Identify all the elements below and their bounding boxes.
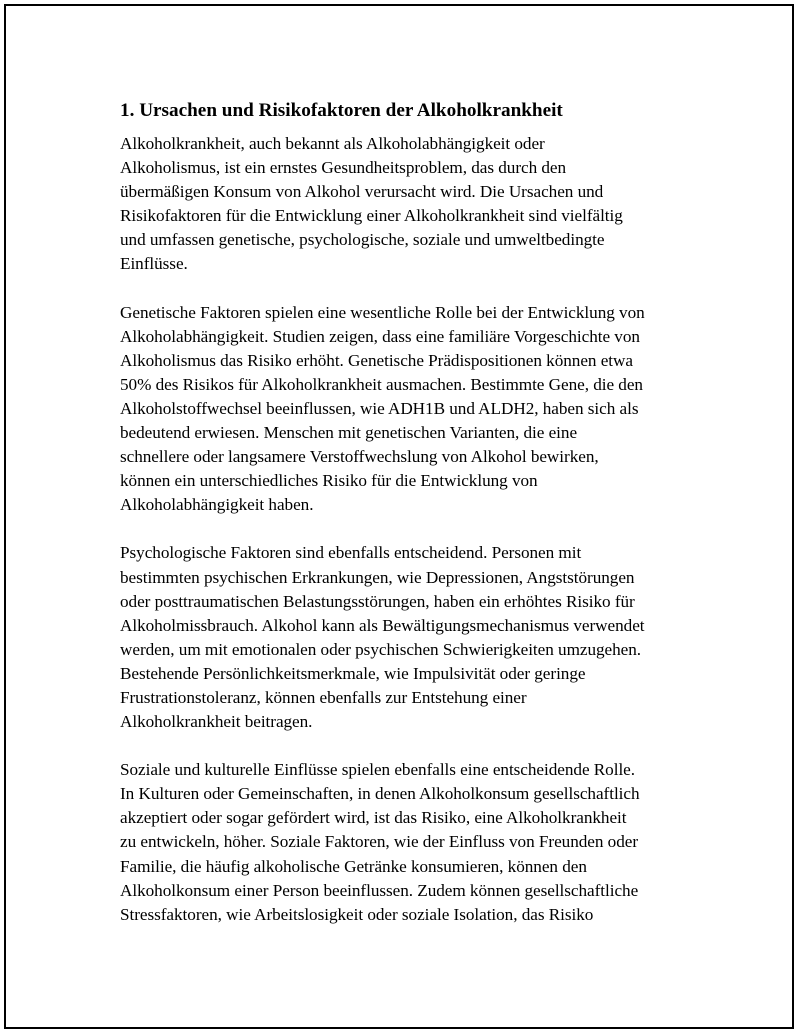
text-line: In Kulturen oder Gemeinschaften, in denen Alkoholkonsum gesellschaftlich: [120, 784, 640, 804]
text-line: werden, um mit emotionalen oder psychischen Schwierigkeiten umzugehen.: [120, 639, 642, 659]
text-line: Genetische Faktoren spielen eine wesentliche Rolle bei der Entwicklung von: [120, 302, 645, 322]
text-line: 50% des Risikos für Alkoholkrankheit ausmachen. Bestimmte Gene, die den: [120, 374, 643, 394]
text-line: Alkoholmissbrauch. Alkohol kann als Bewältigungsmechanismus verwendet: [120, 615, 645, 635]
text-line: Risikofaktoren für die Entwicklung einer Alkoholkrankheit sind vielfältig: [120, 206, 623, 226]
paragraph: [120, 541, 700, 734]
page-frame: [4, 4, 794, 1029]
text-line: bestimmten psychischen Erkrankungen, wie Depressionen, Angststörungen: [120, 567, 635, 587]
section-heading: 1. Ursachen und Risikofaktoren der Alkoholkrankheit: [120, 100, 563, 121]
paragraph: [120, 758, 700, 927]
text-line: Einflüsse.: [120, 254, 188, 274]
text-line: Alkoholismus, ist ein ernstes Gesundheitsproblem, das durch den: [120, 158, 567, 178]
text-line: Frustrationstoleranz, können ebenfalls zur Entstehung einer: [120, 687, 527, 707]
text-line: und umfassen genetische, psychologische, soziale und umweltbedingte: [120, 230, 605, 250]
document-body: [120, 98, 700, 951]
text-line: Alkoholstoffwechsel beeinflussen, wie ADH1B und ALDH2, haben sich als: [120, 398, 639, 418]
text-line: Stressfaktoren, wie Arbeitslosigkeit oder soziale Isolation, das Risiko: [120, 904, 594, 924]
text-line: Alkoholkrankheit beitragen.: [120, 712, 313, 732]
text-line: übermäßigen Konsum von Alkohol verursacht wird. Die Ursachen und: [120, 182, 604, 202]
text-line: können ein unterschiedliches Risiko für die Entwicklung von: [120, 471, 538, 491]
text-line: Alkoholabhängigkeit haben.: [120, 495, 314, 515]
text-line: bedeutend erwiesen. Menschen mit genetischen Varianten, die eine: [120, 423, 578, 443]
text-line: schnellere oder langsamere Verstoffwechslung von Alkohol bewirken,: [120, 447, 599, 467]
text-line: Alkoholkonsum einer Person beeinflussen. Zudem können gesellschaftliche: [120, 880, 639, 900]
text-line: Alkoholismus das Risiko erhöht. Genetische Prädispositionen können etwa: [120, 350, 633, 370]
text-line: zu entwickeln, höher. Soziale Faktoren, wie der Einfluss von Freunden oder: [120, 832, 638, 852]
paragraph: [120, 132, 700, 277]
text-line: Soziale und kulturelle Einflüsse spielen ebenfalls eine entscheidende Rolle.: [120, 760, 636, 780]
text-line: Familie, die häufig alkoholische Getränke konsumieren, können den: [120, 856, 587, 876]
text-line: Alkoholkrankheit, auch bekannt als Alkoholabhängigkeit oder: [120, 134, 545, 153]
text-line: Bestehende Persönlichkeitsmerkmale, wie Impulsivität oder geringe: [120, 663, 586, 683]
text-line: akzeptiert oder sogar gefördert wird, ist das Risiko, eine Alkoholkrankheit: [120, 808, 627, 828]
paragraph-container: [120, 132, 700, 927]
paragraph: [120, 301, 700, 518]
text-line: Psychologische Faktoren sind ebenfalls entscheidend. Personen mit: [120, 543, 582, 563]
text-line: oder posttraumatischen Belastungsstörungen, haben ein erhöhtes Risiko für: [120, 591, 635, 611]
text-line: Alkoholabhängigkeit. Studien zeigen, dass eine familiäre Vorgeschichte von: [120, 326, 640, 346]
